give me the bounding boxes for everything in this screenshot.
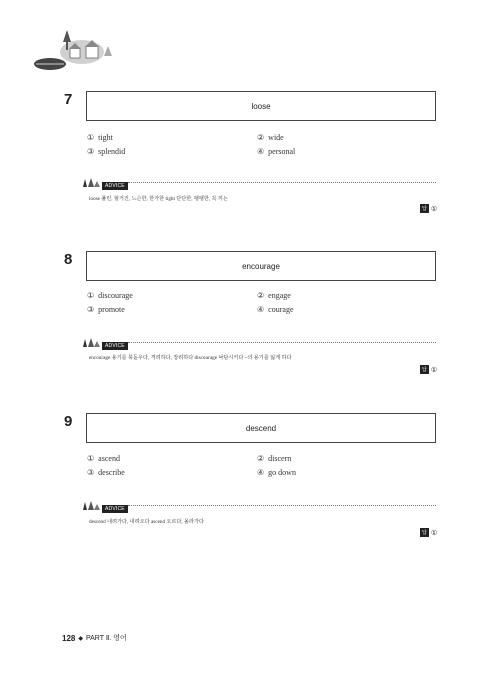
advice-label: ADVICE	[102, 505, 128, 513]
advice-header	[82, 503, 436, 513]
question-word: descend	[245, 423, 277, 433]
advice-trees-icon	[82, 500, 100, 512]
option-4[interactable]: ④ go down	[257, 468, 296, 477]
option-1[interactable]: ① tight	[87, 133, 113, 142]
section-title: PART Ⅱ. 영어	[85, 635, 127, 642]
option-3[interactable]: ③ splendid	[87, 147, 126, 156]
question-word-box	[86, 251, 436, 281]
question-number: 7	[64, 91, 73, 108]
option-3[interactable]: ③ describe	[87, 468, 125, 477]
answer	[420, 204, 437, 213]
option-2[interactable]: ② wide	[257, 133, 284, 142]
option-1[interactable]: ① discourage	[87, 291, 133, 300]
tree-icon	[63, 30, 71, 42]
answer	[420, 365, 437, 374]
answer-label: 답	[422, 530, 427, 536]
option-3[interactable]: ③ promote	[87, 305, 125, 314]
question-number: 8	[64, 251, 73, 268]
answer	[420, 528, 437, 537]
page-number: 128	[62, 633, 76, 643]
option-2[interactable]: ② discern	[257, 454, 292, 463]
advice-text: descend 내려가다, 내려오다 ascend 오르다, 올라가다	[89, 519, 205, 525]
option-4[interactable]: ④ personal	[257, 147, 296, 156]
question-word: encourage	[242, 261, 280, 271]
question-word-box	[86, 413, 436, 443]
page-footer	[62, 633, 127, 643]
advice-text: encourage 용기를 북돋우다, 격려하다, 장려하다 discourage 낙담시키다 ~의 용기를 잃게 하다	[89, 355, 292, 361]
option-4[interactable]: ④ courage	[257, 305, 294, 314]
answer-label: 답	[422, 367, 427, 373]
advice-trees-icon	[82, 337, 100, 349]
answer-value: ①	[430, 528, 438, 537]
bullet-icon: ◆	[78, 635, 83, 642]
advice-header	[82, 180, 436, 190]
answer-value: ①	[430, 365, 438, 374]
option-2[interactable]: ② engage	[257, 291, 291, 300]
advice-trees-icon	[82, 177, 100, 189]
advice-label: ADVICE	[102, 182, 128, 190]
answer-label: 답	[422, 206, 427, 212]
question-word-box	[86, 91, 436, 121]
header-illustration	[30, 22, 120, 72]
advice-label: ADVICE	[102, 342, 128, 350]
answer-value: ①	[430, 204, 438, 213]
advice-header	[82, 340, 436, 350]
option-1[interactable]: ① ascend	[87, 454, 120, 463]
question-number: 9	[64, 413, 73, 430]
question-word: loose	[251, 101, 271, 111]
advice-text: loose 풀린, 헐거진, 느슨한, 한가한 tight 단단한, 팽팽한, 꼭 끼는	[89, 196, 228, 202]
